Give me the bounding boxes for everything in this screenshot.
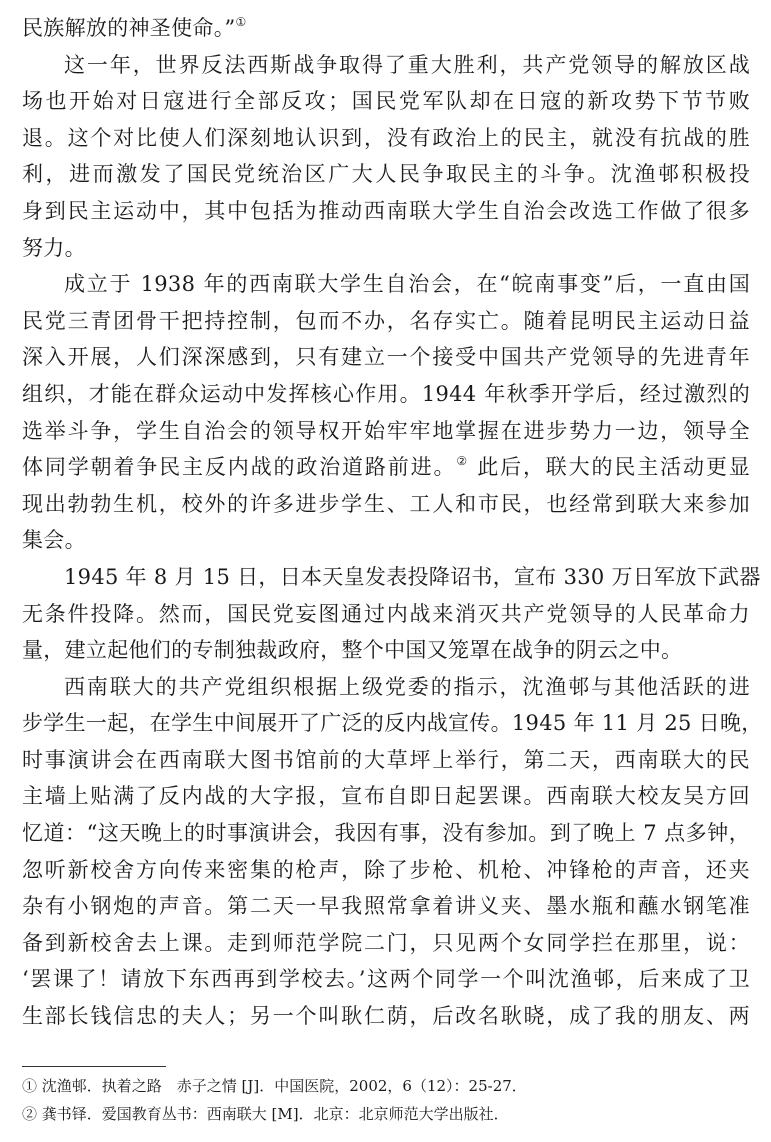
paragraph bbox=[22, 266, 750, 559]
text-line bbox=[22, 193, 750, 230]
line-text: 步学生一起，在学生中间展开了广泛的反内战宣传。1945 年 11 月 25 日晚， bbox=[22, 711, 763, 736]
text-line bbox=[22, 998, 750, 1035]
text-line bbox=[22, 83, 750, 120]
text-line bbox=[22, 559, 761, 596]
line-text: 退。这个对比使人们深刻地认识到，没有政治上的民主，就没有抗战的胜 bbox=[22, 125, 750, 150]
paragraph bbox=[22, 669, 763, 1035]
line-text: 无条件投降。然而，国民党妄图通过内战来消灭共产党领导的人民革命力 bbox=[22, 601, 750, 626]
text-line bbox=[22, 522, 750, 559]
line-text: 量，建立起他们的专制独裁政府，整个中国又笼罩在战争的阴云之中。 bbox=[22, 638, 683, 663]
line-text: 主墙上贴满了反内战的大字报，宣布自即日起罢课。西南联大校友吴方回 bbox=[22, 784, 750, 809]
text-line bbox=[22, 742, 750, 779]
paragraph bbox=[22, 47, 750, 267]
text-line bbox=[22, 376, 750, 413]
line-text: 1945 年 8 月 15 日，日本天皇发表投降诏书，宣布 330 万日军放下武器 bbox=[64, 564, 761, 589]
line-text: 深入开展，人们深深感到，只有建立一个接受中国共产党领导的先进青年 bbox=[22, 345, 750, 370]
text-line bbox=[22, 632, 750, 669]
line-text: ‘罢课了！请放下东西再到学校去。’这两个同学一个叫沈渔邨，后来成了卫 bbox=[22, 967, 750, 992]
document-body bbox=[22, 10, 763, 1035]
text-line bbox=[22, 596, 750, 633]
footnote-divider bbox=[22, 1066, 166, 1067]
line-text: 场也开始对日寇进行全部反攻；国民党军队却在日寇的新攻势下节节败 bbox=[22, 89, 750, 114]
line-text: 生部长钱信忠的夫人；另一个叫耿仁荫，后改名耿晓，成了我的朋友、两 bbox=[22, 1004, 750, 1029]
footnote-ref[interactable]: ② bbox=[456, 454, 469, 469]
text-line bbox=[22, 303, 750, 340]
line-text: 现出勃勃生机，校外的许多进步学生、工人和市民，也经常到联大来参加 bbox=[22, 491, 750, 516]
paragraph bbox=[22, 10, 750, 47]
line-text-tail: 此后，联大的民主活动更显 bbox=[468, 455, 750, 480]
footnote-2: ② 龚书铎．爱国教育丛书：西南联大 [M]．北京：北京师范大学出版社． bbox=[22, 1105, 509, 1123]
line-text: 选举斗争，学生自治会的领导权开始牢牢地掌握在进步势力一边，领导全 bbox=[22, 418, 750, 443]
text-line bbox=[22, 961, 750, 998]
text-line bbox=[22, 888, 750, 925]
footnotes bbox=[22, 1072, 750, 1128]
paragraph bbox=[22, 559, 761, 669]
text-line bbox=[22, 230, 750, 267]
text-line bbox=[22, 156, 750, 193]
line-text: 忽听新校舍方向传来密集的枪声，除了步枪、机枪、冲锋枪的声音，还夹 bbox=[22, 857, 750, 882]
line-text: 组织，才能在群众运动中发挥核心作用。1944 年秋季开学后，经过激烈的 bbox=[22, 381, 750, 406]
line-text: 成立于 1938 年的西南联大学生自治会，在“皖南事变”后，一直由国 bbox=[64, 272, 750, 297]
line-text: 利，进而激发了国民党统治区广大人民争取民主的斗争。沈渔邨积极投 bbox=[22, 162, 750, 187]
line-text: 这一年，世界反法西斯战争取得了重大胜利，共产党领导的解放区战 bbox=[64, 52, 750, 77]
text-line bbox=[22, 852, 750, 889]
text-line bbox=[22, 669, 750, 706]
line-text: 努力。 bbox=[22, 235, 86, 260]
line-text: 民族解放的神圣使命。” bbox=[22, 16, 236, 40]
text-line bbox=[22, 925, 750, 962]
line-text: 备到新校舍去上课。走到师范学院二门，只见两个女同学拦在那里，说： bbox=[22, 930, 750, 955]
text-line bbox=[22, 120, 750, 157]
text-line bbox=[22, 413, 750, 450]
text-line bbox=[22, 339, 750, 376]
text-line bbox=[22, 266, 750, 303]
line-text: 身到民主运动中，其中包括为推动西南联大学生自治会改选工作做了很多 bbox=[22, 198, 750, 223]
line-text: 杂有小钢炮的声音。第二天一早我照常拿着讲义夹、墨水瓶和蘸水钢笔准 bbox=[22, 894, 750, 919]
text-line bbox=[22, 705, 763, 742]
line-text: 忆道：“这天晚上的时事演讲会，我因有事，没有参加。到了晚上 7 点多钟， bbox=[22, 821, 750, 846]
line-text: 民党三青团骨干把持控制，包而不办，名存实亡。随着昆明民主运动日益 bbox=[22, 308, 750, 333]
text-line bbox=[22, 10, 750, 47]
text-line bbox=[22, 47, 750, 84]
footnote-1: ① 沈渔邨．执着之路 赤子之情 [J]．中国医院，2002，6（12）：25-27． bbox=[22, 1077, 527, 1095]
text-line bbox=[22, 449, 750, 486]
line-text: 西南联大的共产党组织根据上级党委的指示，沈渔邨与其他活跃的进 bbox=[64, 674, 750, 699]
footnote-ref[interactable]: ① bbox=[235, 15, 247, 29]
line-text: 集会。 bbox=[22, 528, 86, 553]
text-line bbox=[22, 815, 750, 852]
line-text: 时事演讲会在西南联大图书馆前的大草坪上举行，第二天，西南联大的民 bbox=[22, 747, 750, 772]
line-text: 体同学朝着争民主反内战的政治道路前进。 bbox=[22, 455, 457, 480]
text-line bbox=[22, 778, 750, 815]
text-line bbox=[22, 486, 750, 523]
